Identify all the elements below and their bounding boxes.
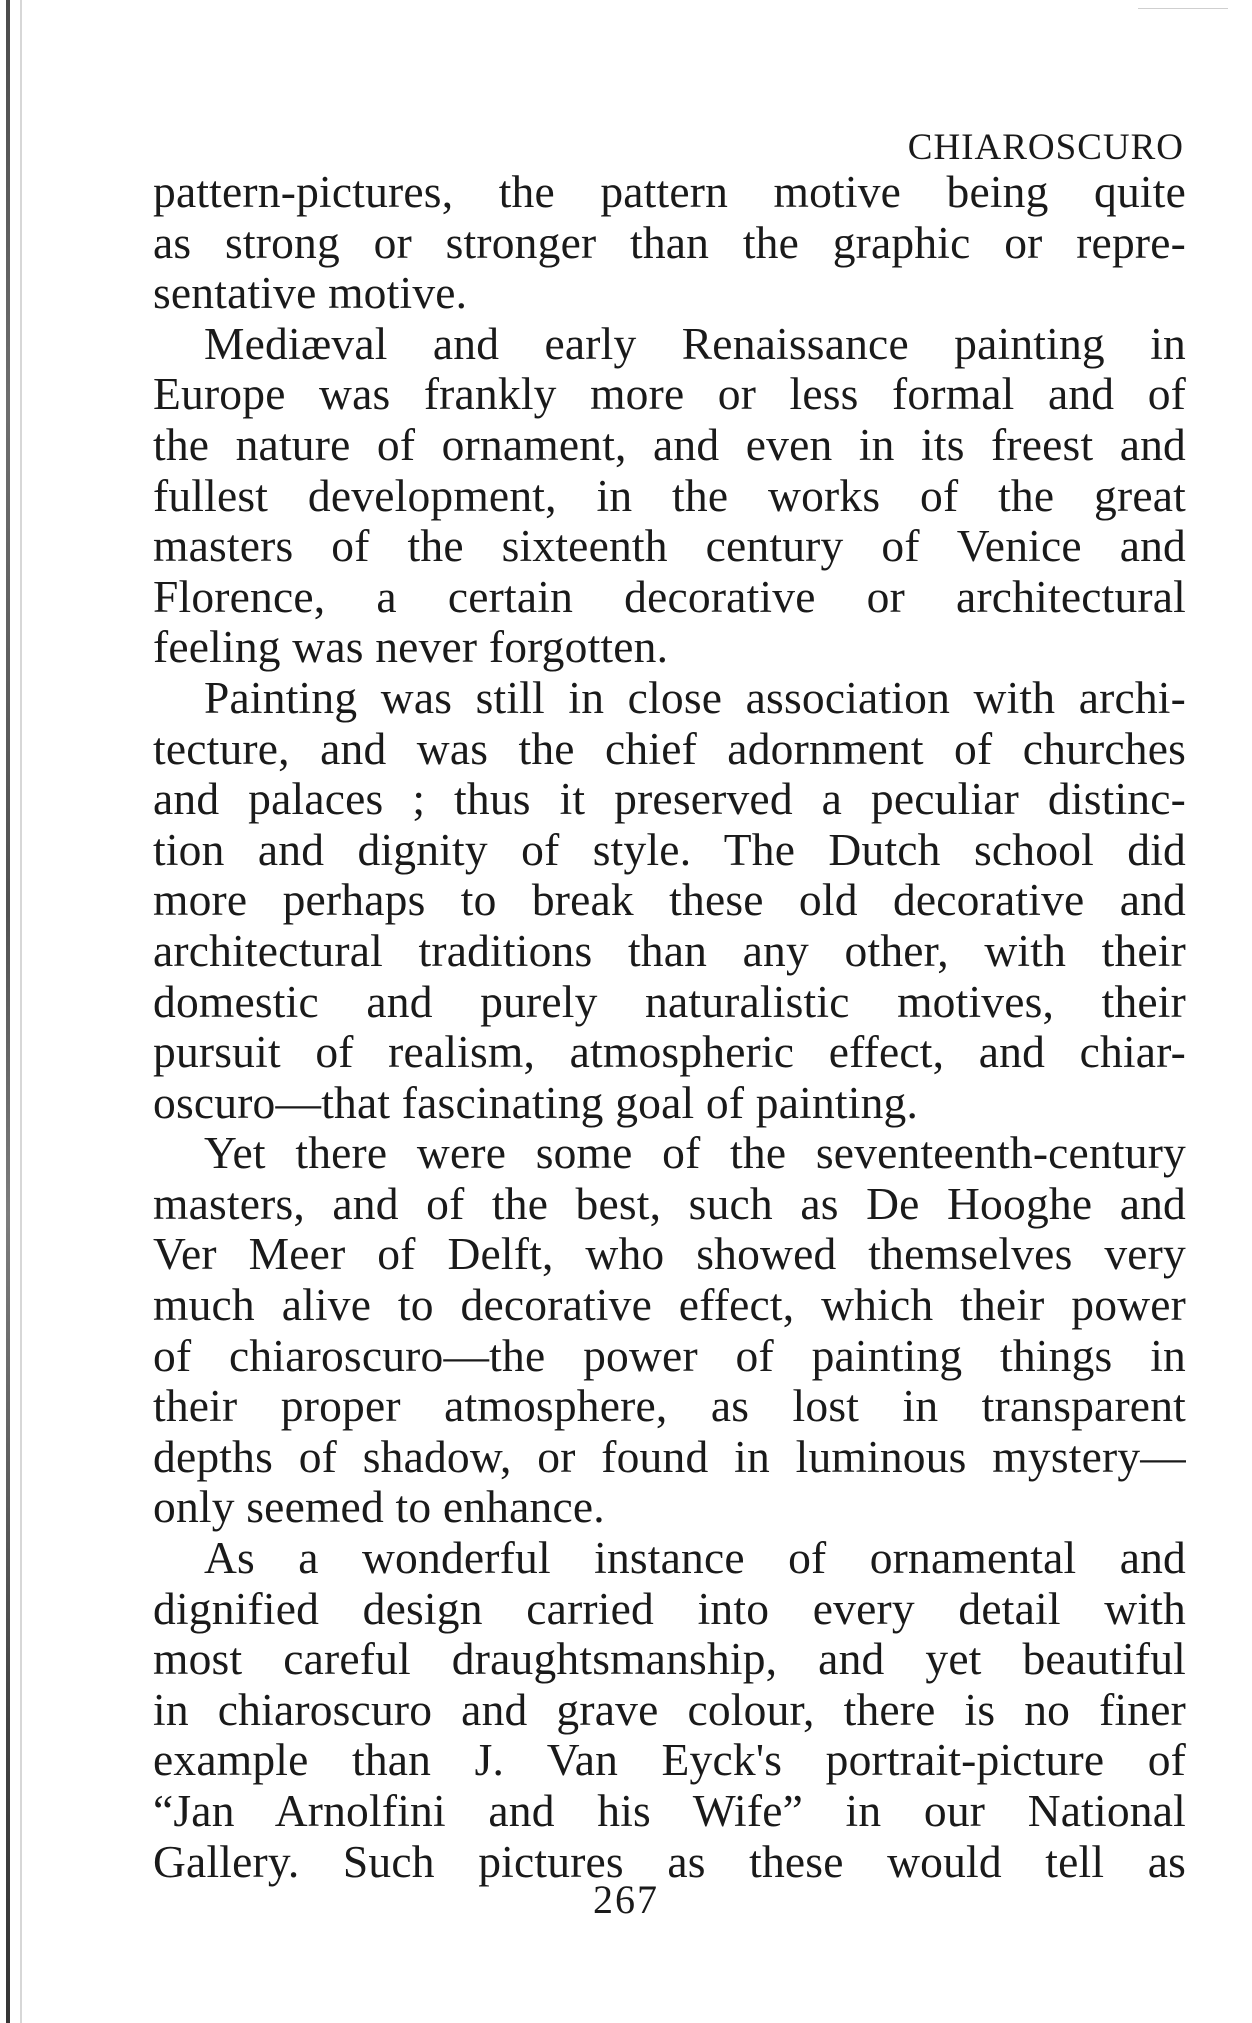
text-line: masters of the sixteenth century of Venice and bbox=[153, 521, 1186, 572]
text-line: domestic and purely naturalistic motives, their bbox=[153, 976, 1186, 1027]
scan-edge-line bbox=[20, 0, 22, 2023]
text-line: and palaces ; thus it preserved a peculiar distinc- bbox=[153, 774, 1186, 825]
text-line: tion and dignity of style. The Dutch school did bbox=[153, 824, 1186, 875]
text-line: more perhaps to break these old decorative and bbox=[153, 875, 1186, 926]
text-line: in chiaroscuro and grave colour, there is no finer bbox=[153, 1684, 1186, 1735]
text-line: feeling was never forgotten. bbox=[153, 622, 669, 673]
paragraph-first-line: Yet there were some of the seventeenth-century bbox=[204, 1128, 1186, 1179]
text-line: as strong or stronger than the graphic or repre- bbox=[153, 217, 1186, 268]
text-line: pattern-pictures, the pattern motive being quite bbox=[153, 167, 1186, 217]
text-line: oscuro—that fascinating goal of painting. bbox=[153, 1077, 919, 1128]
text-line: dignified design carried into every detail with bbox=[153, 1583, 1186, 1634]
text-line: sentative motive. bbox=[153, 268, 468, 319]
text-line: Gallery. Such pictures as these would tell as bbox=[153, 1836, 1186, 1887]
page-number: 267 bbox=[593, 1877, 659, 1922]
body-text bbox=[153, 167, 1186, 1887]
scan-edge-shadow bbox=[6, 0, 10, 2023]
running-head: CHIAROSCURO bbox=[907, 127, 1184, 168]
text-line: Florence, a certain decorative or architectural bbox=[153, 571, 1186, 622]
text-line: much alive to decorative effect, which their power bbox=[153, 1280, 1186, 1331]
text-line: of chiaroscuro—the power of painting things in bbox=[153, 1330, 1186, 1381]
text-line: masters, and of the best, such as De Hooghe and bbox=[153, 1178, 1186, 1229]
paragraph-first-line: As a wonderful instance of ornamental and bbox=[204, 1533, 1186, 1584]
text-line: architectural traditions than any other, with their bbox=[153, 925, 1186, 976]
text-line: fullest development, in the works of the great bbox=[153, 470, 1186, 521]
text-line: example than J. Van Eyck's portrait-picture of bbox=[153, 1735, 1186, 1786]
paragraph-first-line: Painting was still in close association with archi- bbox=[204, 672, 1186, 723]
text-line: depths of shadow, or found in luminous mystery— bbox=[153, 1431, 1186, 1482]
text-line: pursuit of realism, atmospheric effect, and chiar- bbox=[153, 1027, 1186, 1078]
scan-corner-mark bbox=[1138, 8, 1228, 9]
text-line: “Jan Arnolfini and his Wife” in our National bbox=[153, 1786, 1186, 1836]
text-line: only seemed to enhance. bbox=[153, 1482, 605, 1533]
text-line: most careful draughtsmanship, and yet beautiful bbox=[153, 1634, 1186, 1685]
text-line: the nature of ornament, and even in its freest and bbox=[153, 419, 1186, 470]
text-line: Europe was frankly more or less formal and of bbox=[153, 369, 1186, 420]
text-line: Ver Meer of Delft, who showed themselves very bbox=[153, 1229, 1186, 1280]
text-line: tecture, and was the chief adornment of churches bbox=[153, 723, 1186, 774]
text-line: their proper atmosphere, as lost in transparent bbox=[153, 1381, 1186, 1432]
paragraph-first-line: Mediæval and early Renaissance painting in bbox=[204, 318, 1186, 369]
